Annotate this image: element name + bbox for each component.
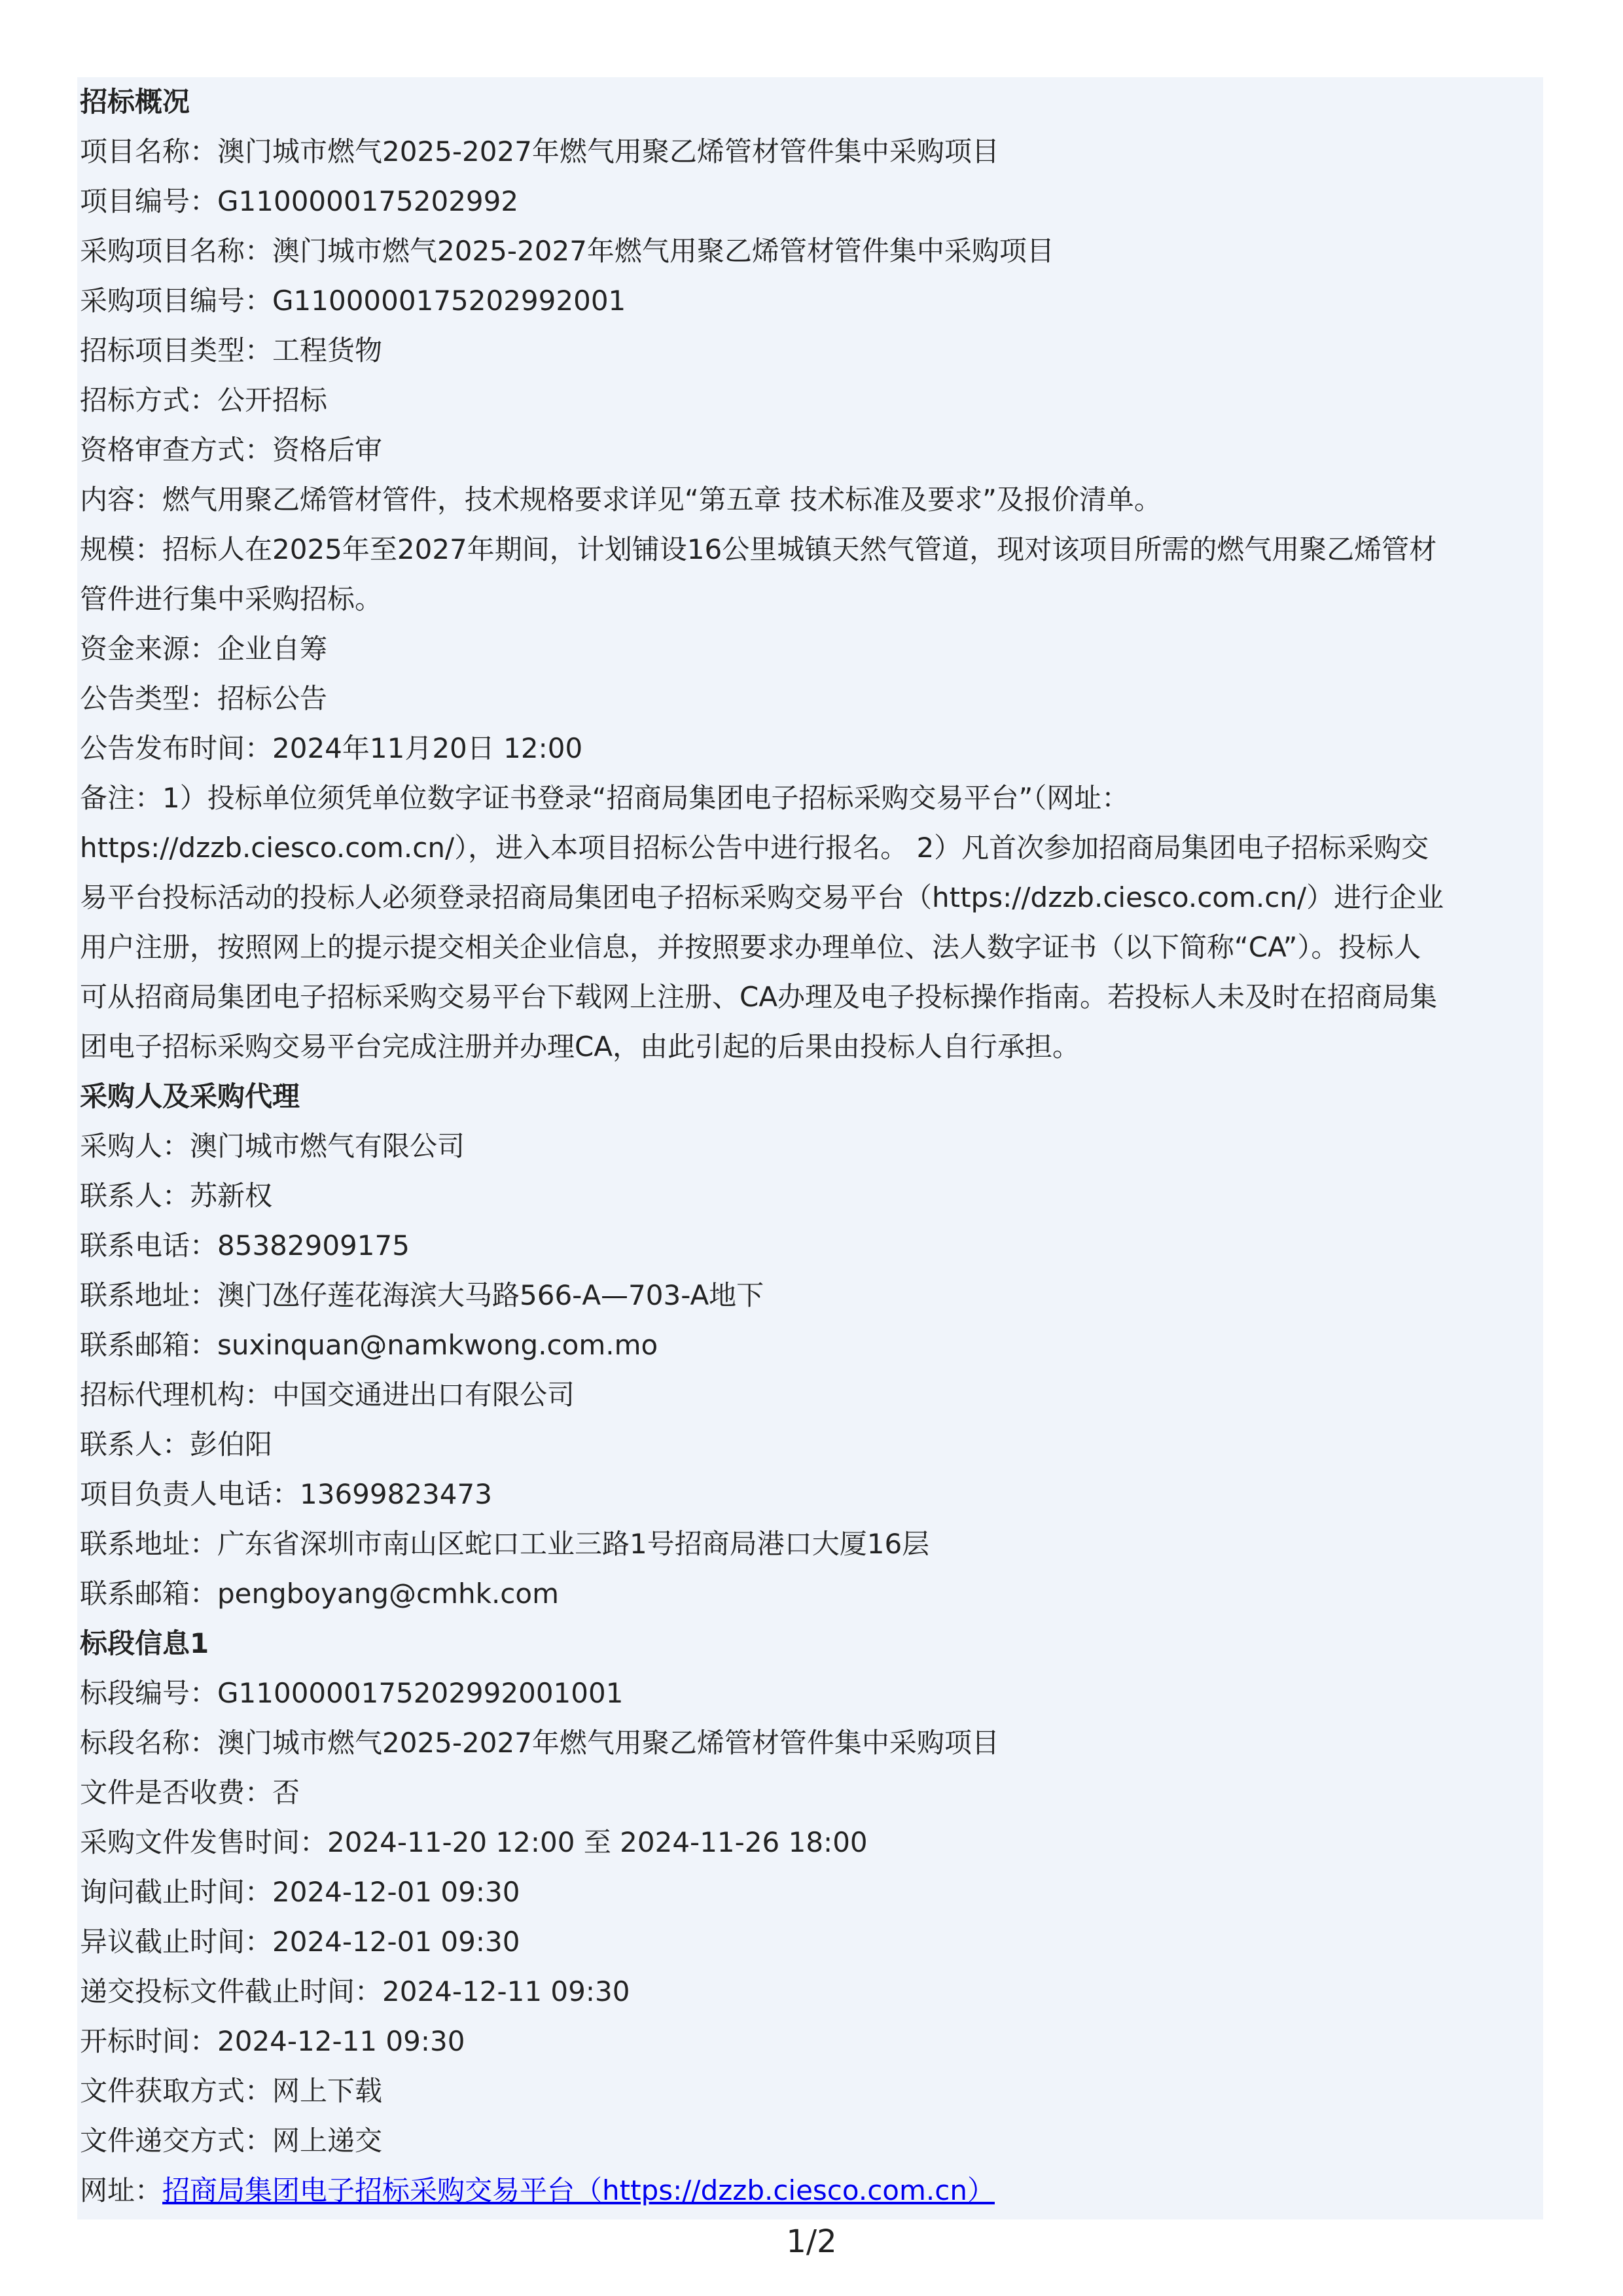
text-line: 联系地址：广东省深圳市南山区蛇口工业三路1号招商局港口大厦16层: [80, 1528, 930, 1560]
text-line: 资格审查方式：资格后审: [80, 434, 383, 466]
text-line: 开标时间：2024-12-11 09:30: [80, 2025, 465, 2057]
text-line: 文件递交方式：网上递交: [80, 2125, 383, 2157]
text-line: 用户注册，按照网上的提示提交相关企业信息，并按照要求办理单位、法人数字证书（以下简称“CA”）。投标人: [80, 931, 1421, 963]
website-row: [80, 2166, 995, 2216]
section-heading: 标段信息1: [80, 1627, 209, 1659]
text-line: 标段编号：G1100000175202992001001: [80, 1677, 624, 1709]
text-line: 项目编号：G1100000175202992: [80, 185, 519, 217]
section-heading: 采购人及采购代理: [80, 1080, 300, 1112]
text-line: 联系电话：85382909175: [80, 1229, 410, 1262]
section-heading: 招标概况: [80, 86, 190, 118]
text-line: 规模：招标人在2025年至2027年期间，计划铺设16公里城镇天然气管道，现对该项目所需的燃气用聚乙烯管材: [80, 533, 1437, 565]
text-line: 文件是否收费：否: [80, 1776, 300, 1809]
text-line: 管件进行集中采购招标。: [80, 583, 383, 615]
text-line: 文件获取方式：网上下载: [80, 2075, 383, 2107]
document-body: [77, 77, 1543, 2219]
text-line: 招标代理机构：中国交通进出口有限公司: [80, 1379, 575, 1411]
text-line: 招标方式：公开招标: [80, 384, 328, 416]
text-line: 采购项目编号：G1100000175202992001: [80, 285, 626, 317]
text-line: 公告类型：招标公告: [80, 682, 328, 715]
text-line: 可从招商局集团电子招标采购交易平台下载网上注册、CA办理及电子投标操作指南。若投标人未及时在招商局集: [80, 981, 1438, 1013]
text-line: 标段名称：澳门城市燃气2025-2027年燃气用聚乙烯管材管件集中采购项目: [80, 1727, 999, 1759]
website-label: 网址：: [80, 2174, 163, 2206]
text-line: 招标项目类型：工程货物: [80, 334, 383, 366]
text-line: 团电子招标采购交易平台完成注册并办理CA，由此引起的后果由投标人自行承担。: [80, 1031, 1080, 1063]
text-line: 项目负责人电话：13699823473: [80, 1478, 492, 1510]
text-line: 联系邮箱：suxinquan@namkwong.com.mo: [80, 1329, 658, 1361]
text-line: 异议截止时间：2024-12-01 09:30: [80, 1926, 520, 1958]
text-line: 采购人：澳门城市燃气有限公司: [80, 1130, 465, 1162]
text-line: 联系人：苏新权: [80, 1180, 273, 1212]
text-line: 易平台投标活动的投标人必须登录招商局集团电子招标采购交易平台（https://dzzb.ciesco.com.cn/）进行企业: [80, 881, 1444, 913]
text-line: 项目名称：澳门城市燃气2025-2027年燃气用聚乙烯管材管件集中采购项目: [80, 135, 999, 168]
platform-link[interactable]: 招商局集团电子招标采购交易平台（https://dzzb.ciesco.com.cn）: [162, 2174, 995, 2206]
text-line: https://dzzb.ciesco.com.cn/），进入本项目招标公告中进行报名。 2）凡首次参加招商局集团电子招标采购交: [80, 832, 1429, 864]
text-line: 采购项目名称：澳门城市燃气2025-2027年燃气用聚乙烯管材管件集中采购项目: [80, 235, 1054, 267]
text-line: 内容：燃气用聚乙烯管材管件，技术规格要求详见“第五章 技术标准及要求”及报价清单。: [80, 484, 1162, 516]
text-line: 询问截止时间：2024-12-01 09:30: [80, 1876, 520, 1908]
text-line: 递交投标文件截止时间：2024-12-11 09:30: [80, 1975, 630, 2007]
text-line: 资金来源：企业自筹: [80, 633, 328, 665]
text-line: 公告发布时间：2024年11月20日 12:00: [80, 732, 583, 764]
page-number: 1/2: [786, 2223, 837, 2260]
text-line: 联系地址：澳门氹仔莲花海滨大马路566-A—703-A地下: [80, 1279, 764, 1311]
text-line: 联系人：彭伯阳: [80, 1428, 273, 1460]
text-line: 联系邮箱：pengboyang@cmhk.com: [80, 1578, 560, 1610]
text-line: 采购文件发售时间：2024-11-20 12:00 至 2024-11-26 18:00: [80, 1826, 868, 1858]
text-line: 备注：1）投标单位须凭单位数字证书登录“招商局集团电子招标采购交易平台”（网址：: [80, 782, 1130, 814]
